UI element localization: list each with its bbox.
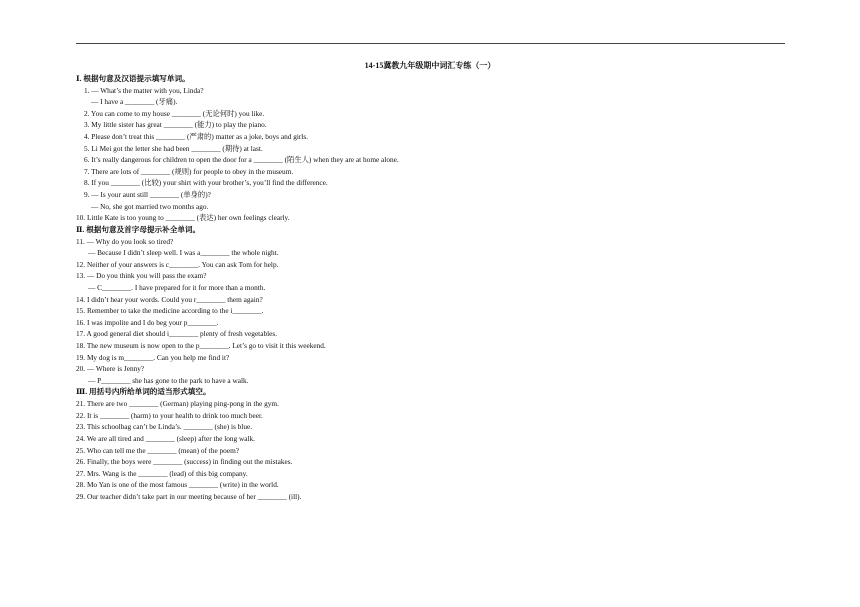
exercise-line: 29. Our teacher didn’t take part in our meeting because of her ________ (ill). (76, 491, 302, 501)
exercise-line: 8. If you ________ (比较) your shirt with your brother’s, you’ll find the difference. (84, 178, 328, 188)
exercise-line: 24. We are all tired and ________ (sleep) after the long walk. (76, 433, 256, 443)
exercise-line: 4. Please don’t treat this ________ (严肃的) matter as a joke, boys and girls. (84, 132, 309, 142)
section-heading: Ⅰ. 根据句意及汉语提示填写单词。 (76, 74, 190, 83)
exercise-line: — P________ she has gone to the park to have a walk. (88, 375, 249, 385)
exercise-line: 7. There are lots of ________ (规则) for people to obey in the museum. (84, 166, 294, 176)
header-rule (76, 43, 785, 44)
exercise-line: 13. — Do you think you will pass the exam? (76, 271, 207, 281)
exercise-line: 22. It is ________ (harm) to your health to drink too much beer. (76, 410, 263, 420)
exercise-line: 17. A good general diet should i________ plenty of fresh vegetables. (76, 329, 278, 339)
exercise-line: — Because I didn’t sleep well. I was a________ the whole night. (88, 248, 279, 258)
exercise-line: 12. Neither of your answers is c________. You can ask Tom for help. (76, 259, 279, 269)
exercise-line: 18. The new museum is now open to the p________. Let’s go to visit it this weekend. (76, 341, 326, 351)
exercise-line: 14. I didn’t hear your words. Could you r________ them again? (76, 294, 263, 304)
exercise-line: 19. My dog is m________. Can you help me find it? (76, 352, 230, 362)
document-title: 14-15冀教九年级期中词汇专练（一） (364, 61, 496, 70)
exercise-line: 27. Mrs. Wang is the ________ (lead) of this big company. (76, 468, 248, 478)
exercise-line: 5. Li Mei got the letter she had been ________ (期待) at last. (84, 143, 263, 153)
exercise-content (76, 73, 776, 503)
exercise-line: 28. Mo Yan is one of the most famous ________ (write) in the world. (76, 480, 279, 490)
exercise-line: 10. Little Kate is too young to ________ (表达) her own feelings clearly. (76, 213, 290, 223)
section-heading: Ⅲ. 用括号内所给单词的适当形式填空。 (76, 387, 211, 397)
exercise-line: 26. Finally, the boys were ________ (success) in finding out the mistakes. (76, 457, 293, 467)
exercise-line: 21. There are two ________ (German) playing ping-pong in the gym. (76, 399, 279, 409)
exercise-line: 9. — Is your aunt still ________ (单身的)? (84, 190, 211, 200)
exercise-line: 3. My little sister has great ________ (能力) to play the piano. (84, 120, 267, 130)
exercise-line: 11. — Why do you look so tired? (76, 236, 174, 246)
exercise-line: — I have a ________ (牙痛). (91, 97, 178, 107)
section-heading: Ⅱ. 根据句意及首字母提示补全单词。 (76, 224, 201, 234)
exercise-line: — No, she got married two months ago. (91, 201, 209, 211)
exercise-line: 1. — What’s the matter with you, Linda? (84, 85, 204, 95)
exercise-line: 2. You can come to my house ________ (无论何时) you like. (84, 108, 265, 118)
exercise-line: 16. I was impolite and I do beg your p________. (76, 317, 219, 327)
exercise-line: 25. Who can tell me the ________ (mean) of the poem? (76, 445, 239, 455)
exercise-line: 20. — Where is Jenny? (76, 364, 145, 374)
exercise-line: 15. Remember to take the medicine according to the i________. (76, 306, 264, 316)
exercise-line: 23. This schoolbag can’t be Linda’s. ________ (she) is blue. (76, 422, 253, 432)
exercise-line: — C________. I have prepared for it for more than a month. (88, 282, 266, 292)
exercise-line: 6. It’s really dangerous for children to open the door for a ________ (陌生人) when they are at home alone. (84, 155, 399, 165)
